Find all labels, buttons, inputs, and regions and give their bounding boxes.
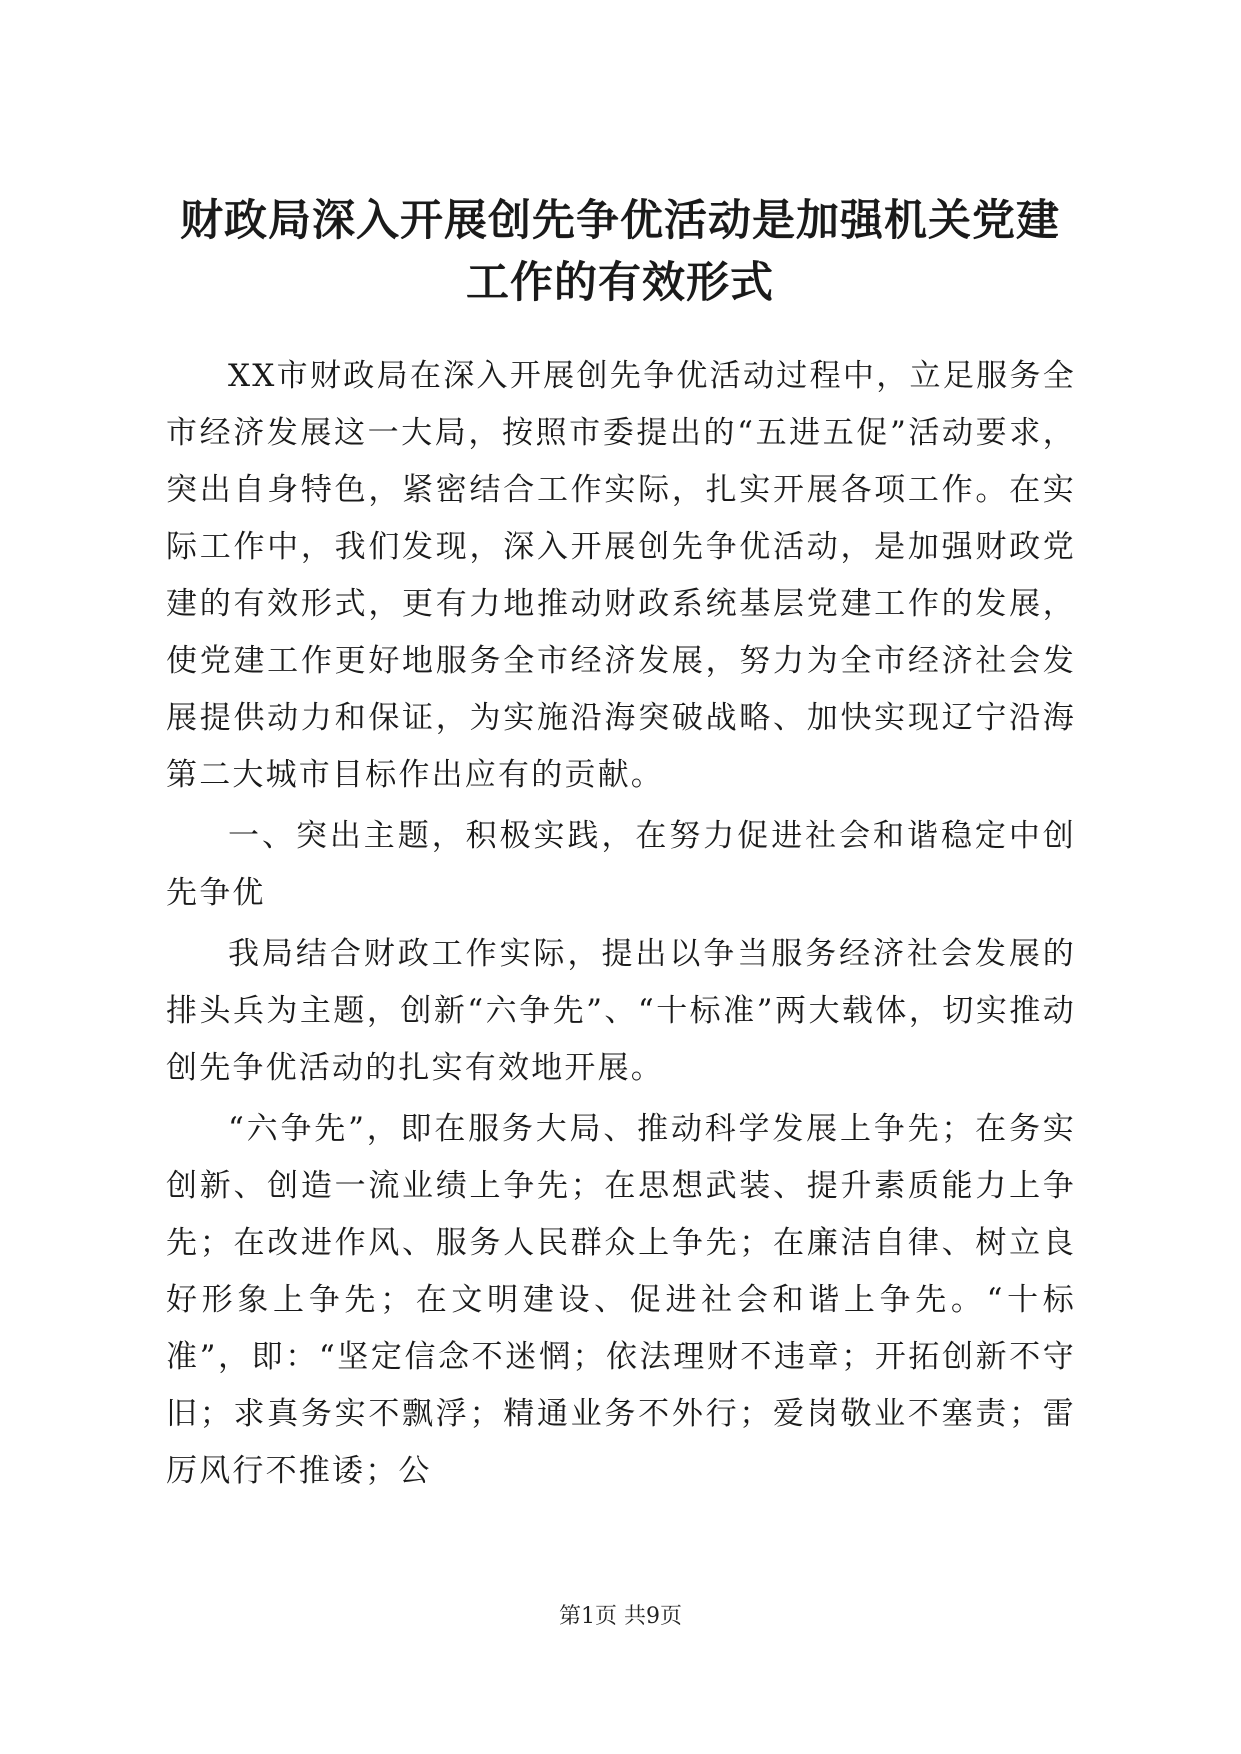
section-heading-1: 一、突出主题，积极实践，在努力促进社会和谐稳定中创先争优 <box>166 818 1076 911</box>
title-line-2: 工作的有效形式 <box>466 258 774 308</box>
document-body <box>166 348 1076 1504</box>
page-number-footer: 第1页 共9页 <box>559 1604 682 1629</box>
paragraph-intro: XX市财政局在深入开展创先争优活动过程中，立足服务全市经济发展这一大局，按照市委提出的“五进五促”活动要求，突出自身特色，紧密结合工作实际，扎实开展各项工作。在实际工作中，我们发现，深入开展创先争优活动，是加强财政党建的有效形式，更有力地推动财政系统基层党建工作的发展，使党建工作更好地服务全市经济发展，努力为全市经济社会发展提供动力和保证，为实施沿海突破战略、加快实现辽宁沿海第二大城市目标作出应有的贡献。 <box>166 358 1076 793</box>
document-title <box>150 190 1090 314</box>
title-line-1: 财政局深入开展创先争优活动是加强机关党建 <box>180 196 1060 246</box>
paragraph-six-standards: “六争先”，即在服务大局、推动科学发展上争先；在务实创新、创造一流业绩上争先；在思想武装、提升素质能力上争先；在改进作风、服务人民群众上争先；在廉洁自律、树立良好形象上争先；在文明建设、促进社会和谐上争先。“十标准”，即：“坚定信念不迷惘；依法理财不违章；开拓创新不守旧；求真务实不飘浮；精通业务不外行；爱岗敬业不塞责；雷厉风行不推诿；公 <box>166 1111 1076 1489</box>
paragraph-theme: 我局结合财政工作实际，提出以争当服务经济社会发展的排头兵为主题，创新“六争先”、“十标准”两大载体，切实推动创先争优活动的扎实有效地开展。 <box>166 936 1076 1086</box>
